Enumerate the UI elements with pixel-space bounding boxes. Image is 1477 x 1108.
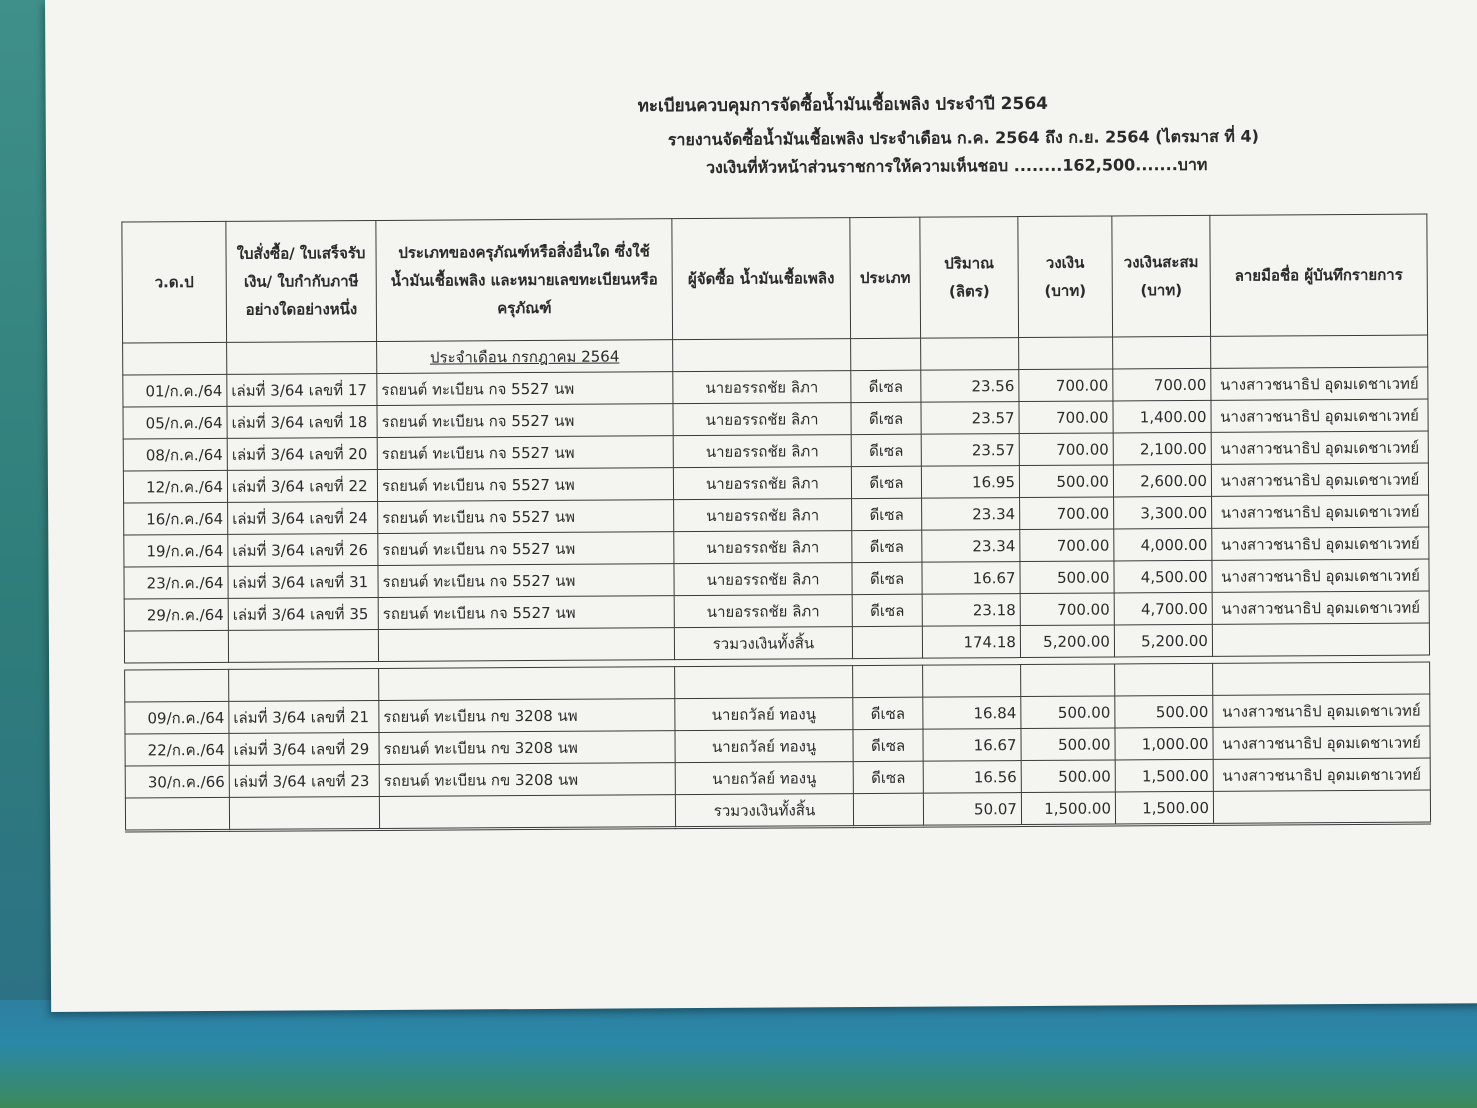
- cell-quantity: 23.34: [922, 530, 1020, 563]
- cell-equipment: รถยนต์ ทะเบียน กข 3208 นพ: [379, 699, 675, 733]
- cell-quantity: 16.95: [921, 466, 1019, 499]
- cell-signature: นางสาวชนาธิป อุดมเดชาเวทย์: [1212, 559, 1429, 592]
- header-quantity: ปริมาณ (ลิตร): [920, 217, 1019, 339]
- cell-cumulative: 1,500.00: [1115, 759, 1213, 792]
- cell-receipt: เล่มที่ 3/64 เลขที่ 22: [227, 469, 377, 502]
- month-label: ประจำเดือน กรกฎาคม 2564: [377, 340, 673, 374]
- cell-quantity: 23.57: [921, 434, 1019, 467]
- cell-cumulative: 4,000.00: [1114, 528, 1212, 561]
- total-label: รวมวงเงินทั้งสิ้น: [675, 794, 853, 828]
- cell-buyer: นายอรรถชัย ลิภา: [674, 563, 852, 596]
- cell-quantity: 16.67: [923, 729, 1021, 762]
- cell-receipt: เล่มที่ 3/64 เลขที่ 31: [228, 565, 378, 598]
- cell-amount: 500.00: [1021, 696, 1115, 729]
- cell-quantity: 23.34: [922, 498, 1020, 531]
- cell-amount: 700.00: [1019, 369, 1113, 402]
- header-receipt: ใบสั่งซื้อ/ ใบเสร็จรับเงิน/ ใบกำกับภาษี อย่างใดอย่างหนึ่ง: [226, 220, 377, 342]
- cell-date: 22/ก.ค./64: [125, 733, 229, 766]
- cell-date: 05/ก.ค./64: [123, 406, 227, 439]
- cell-date: 19/ก.ค./64: [124, 534, 228, 567]
- cell-signature: นางสาวชนาธิป อุดมเดชาเวทย์: [1211, 463, 1428, 496]
- document-subtitle: รายงานจัดซื้อน้ำมันเชื้อเพลิง ประจำเดือน ก.ค. 2564 ถึง ก.ย. 2564 (ไตรมาส ที่ 4): [667, 126, 1260, 150]
- cell-date: 30/ก.ค./66: [125, 765, 229, 798]
- cell-cumulative: 500.00: [1115, 695, 1213, 728]
- cell-signature: นางสาวชนาธิป อุดมเดชาเวทย์: [1211, 367, 1428, 400]
- cell-type: ดีเซล: [851, 402, 921, 434]
- cell-buyer: นายถวัลย์ ทองนู: [675, 730, 853, 763]
- cell-equipment: รถยนต์ ทะเบียน กข 3208 นพ: [379, 763, 675, 797]
- cell-type: ดีเซล: [853, 729, 923, 761]
- cell-buyer: นายอรรถชัย ลิภา: [673, 467, 851, 500]
- cell-type: ดีเซล: [852, 530, 922, 562]
- cell-equipment: รถยนต์ ทะเบียน กจ 5527 นพ: [377, 404, 673, 438]
- cell-quantity: 16.56: [923, 761, 1021, 794]
- cell-cumulative: 700.00: [1113, 368, 1211, 401]
- cell-buyer: นายอรรถชัย ลิภา: [673, 371, 851, 404]
- cell-amount: 500.00: [1021, 760, 1115, 793]
- cell-type: ดีเซล: [851, 434, 921, 466]
- total-label: รวมวงเงินทั้งสิ้น: [674, 627, 852, 660]
- cell-receipt: เล่มที่ 3/64 เลขที่ 29: [229, 732, 379, 765]
- cell-receipt: เล่มที่ 3/64 เลขที่ 35: [228, 597, 378, 630]
- total-cumulative: 1,500.00: [1115, 791, 1213, 825]
- cell-quantity: 23.57: [921, 402, 1019, 435]
- cell-cumulative: 1,000.00: [1115, 727, 1213, 760]
- cell-receipt: เล่มที่ 3/64 เลขที่ 20: [227, 437, 377, 470]
- header-date: ว.ด.ป: [122, 221, 227, 343]
- header-amount: วงเงิน (บาท): [1018, 216, 1113, 338]
- document-header: [46, 79, 1477, 177]
- header-type: ประเภท: [850, 217, 921, 338]
- cell-amount: 700.00: [1020, 529, 1114, 562]
- cell-buyer: นายถวัลย์ ทองนู: [675, 698, 853, 731]
- cell-type: ดีเซล: [852, 562, 922, 594]
- cell-type: ดีเซล: [852, 594, 922, 626]
- total-cumulative: 5,200.00: [1114, 624, 1212, 657]
- cell-date: 08/ก.ค./64: [123, 438, 227, 471]
- cell-date: 16/ก.ค./64: [124, 502, 228, 535]
- budget-line: วงเงินที่หัวหน้าส่วนราชการให้ความเห็นชอบ ........162,500.......บาท: [705, 154, 1208, 177]
- total-amount: 5,200.00: [1020, 625, 1114, 658]
- cell-equipment: รถยนต์ ทะเบียน กจ 5527 นพ: [378, 500, 674, 534]
- cell-cumulative: 1,400.00: [1113, 400, 1211, 433]
- cell-receipt: เล่มที่ 3/64 เลขที่ 26: [228, 533, 378, 566]
- cell-date: 09/ก.ค./64: [125, 701, 229, 734]
- cell-signature: นางสาวชนาธิป อุดมเดชาเวทย์: [1213, 726, 1430, 759]
- cell-receipt: เล่มที่ 3/64 เลขที่ 23: [229, 764, 379, 797]
- cell-equipment: รถยนต์ ทะเบียน กจ 5527 นพ: [378, 532, 674, 566]
- cell-amount: 500.00: [1019, 465, 1113, 498]
- total-quantity: 174.18: [922, 626, 1020, 659]
- cell-signature: นางสาวชนาธิป อุดมเดชาเวทย์: [1212, 527, 1429, 560]
- cell-date: 23/ก.ค./64: [124, 566, 228, 599]
- total-row: [125, 790, 1430, 831]
- cell-equipment: รถยนต์ ทะเบียน กจ 5527 นพ: [377, 436, 673, 470]
- cell-type: ดีเซล: [851, 370, 921, 402]
- cell-buyer: นายอรรถชัย ลิภา: [674, 531, 852, 564]
- cell-buyer: นายอรรถชัย ลิภา: [674, 499, 852, 532]
- cell-type: ดีเซล: [851, 466, 921, 498]
- cell-type: ดีเซล: [852, 498, 922, 530]
- cell-equipment: รถยนต์ ทะเบียน กจ 5527 นพ: [377, 372, 673, 406]
- cell-date: 01/ก.ค./64: [123, 374, 227, 407]
- cell-quantity: 23.56: [921, 370, 1019, 403]
- fuel-ledger-table: [121, 214, 1431, 833]
- cell-buyer: นายอรรถชัย ลิภา: [673, 435, 851, 468]
- cell-signature: นางสาวชนาธิป อุดมเดชาเวทย์: [1212, 495, 1429, 528]
- cell-receipt: เล่มที่ 3/64 เลขที่ 18: [227, 405, 377, 438]
- cell-cumulative: 3,300.00: [1114, 496, 1212, 529]
- cell-cumulative: 4,500.00: [1114, 560, 1212, 593]
- cell-equipment: รถยนต์ ทะเบียน กจ 5527 นพ: [378, 596, 674, 630]
- header-equipment: ประเภทของครุภัณฑ์หรือสิ่งอื่นใด ซึ่งใช้น้ำมันเชื้อเพลิง และหมายเลขทะเบียนหรือครุภัณฑ์: [376, 219, 673, 342]
- cell-signature: นางสาวชนาธิป อุดมเดชาเวทย์: [1212, 591, 1429, 624]
- cell-equipment: รถยนต์ ทะเบียน กข 3208 นพ: [379, 731, 675, 765]
- header-row: [122, 214, 1428, 343]
- cell-amount: 500.00: [1021, 728, 1115, 761]
- cell-quantity: 16.67: [922, 562, 1020, 595]
- document-page: [45, 0, 1477, 1012]
- cell-amount: 700.00: [1020, 593, 1114, 626]
- cell-type: ดีเซล: [853, 761, 923, 793]
- header-buyer: ผู้จัดซื้อ น้ำมันเชื้อเพลิง: [672, 218, 851, 340]
- cell-quantity: 23.18: [922, 594, 1020, 627]
- cell-buyer: นายอรรถชัย ลิภา: [674, 595, 852, 628]
- cell-equipment: รถยนต์ ทะเบียน กจ 5527 นพ: [378, 564, 674, 598]
- cell-amount: 700.00: [1019, 401, 1113, 434]
- cell-amount: 700.00: [1020, 497, 1114, 530]
- total-quantity: 50.07: [923, 793, 1021, 827]
- cell-receipt: เล่มที่ 3/64 เลขที่ 17: [227, 373, 377, 406]
- cell-receipt: เล่มที่ 3/64 เลขที่ 24: [228, 501, 378, 534]
- cell-signature: นางสาวชนาธิป อุดมเดชาเวทย์: [1213, 694, 1430, 727]
- cell-type: ดีเซล: [853, 697, 923, 729]
- cell-signature: นางสาวชนาธิป อุดมเดชาเวทย์: [1211, 399, 1428, 432]
- cell-cumulative: 2,100.00: [1113, 432, 1211, 465]
- cell-buyer: นายอรรถชัย ลิภา: [673, 403, 851, 436]
- cell-equipment: รถยนต์ ทะเบียน กจ 5527 นพ: [377, 468, 673, 502]
- document-title: ทะเบียนควบคุมการจัดซื้อน้ำมันเชื้อเพลิง ประจำปี 2564: [637, 93, 1049, 117]
- cell-date: 29/ก.ค./64: [124, 598, 228, 631]
- cell-receipt: เล่มที่ 3/64 เลขที่ 21: [229, 700, 379, 733]
- header-signature: ลายมือชื่อ ผู้บันทึกรายการ: [1210, 214, 1428, 336]
- background-table-surface: [0, 1000, 1477, 1108]
- cell-buyer: นายถวัลย์ ทองนู: [675, 762, 853, 795]
- cell-date: 12/ก.ค./64: [123, 470, 227, 503]
- total-amount: 1,500.00: [1021, 792, 1115, 826]
- cell-amount: 500.00: [1020, 561, 1114, 594]
- header-cumulative: วงเงินสะสม (บาท): [1112, 215, 1211, 337]
- cell-signature: นางสาวชนาธิป อุดมเดชาเวทย์: [1211, 431, 1428, 464]
- cell-quantity: 16.84: [923, 697, 1021, 730]
- cell-cumulative: 4,700.00: [1114, 592, 1212, 625]
- cell-signature: นางสาวชนาธิป อุดมเดชาเวทย์: [1213, 758, 1430, 791]
- cell-cumulative: 2,600.00: [1113, 464, 1211, 497]
- cell-amount: 700.00: [1019, 433, 1113, 466]
